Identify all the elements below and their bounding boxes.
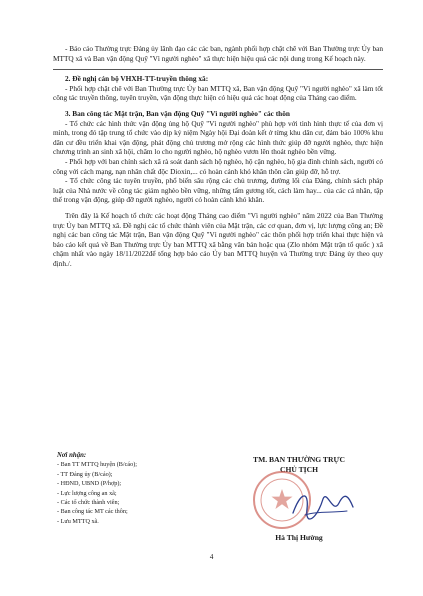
recipients-title: Nơi nhận: [57,452,87,459]
section-divider [53,69,383,70]
paragraph-fund-mobilization: - Tổ chức các hình thức vận động ủng hộ Quỹ "Vì người nghèo" phù hợp với tình hình thực tế của đơn vị mình, trong đó tập trung tổ chức vào dịp kỷ niệm Ngày hội Đại đoàn kết ở từng khu dân cư, đảm bảo 100% khu dân cư đều triển khai vận động, phát động chủ trương mở rộng các hình thức giúp đỡ người nghèo, thực hiện chương trình an sinh xã hội, chăm lo cho người nghèo, hộ nghèo vươn lên thoát nghèo bền vững. [53,118,383,157]
paragraph-review-households: - Phối hợp với ban chính sách xã rà soát danh sách hộ nghèo, hộ cận nghèo, hộ gia đình chính sách, người có công với cách mạng, nạn nhân chất độc Dioxin,... có hoàn cảnh khó khăn thôn cần giúp đỡ, hỗ trợ. [53,156,383,176]
recipient-item: - Lưu MTTQ xã. [57,517,99,525]
page-number: 4 [209,553,214,561]
signature-position: CHỦ TỊCH [279,465,319,474]
paragraph-media-coordination: - Phối hợp chặt chẽ với Ban Thường trực Ủy ban MTTQ xã, Ban vận động Quỹ "Vì người nghèo" xã làm tốt công tác truyền thông, tuyên truyền, vận động thực hiện có hiệu quả các hoạt động của Tháng cao điểm. [53,83,383,103]
stamp-area [211,475,387,533]
recipients-block [57,451,217,526]
paragraph-report-party: - Báo cáo Thường trực Đảng ủy lãnh đạo các các ban, ngành phối hợp chặt chẽ với Ban Thường trực Ủy ban MTTQ xã và Ban vận động Quỹ "Vì người nghèo" xã thực hiện hiệu quả các nội dung trong Kế hoạch này. [53,44,383,63]
heading-section-3: 3. Ban công tác Mặt trận, Ban vận động Quỹ "Vì người nghèo" các thôn [65,108,290,118]
signature-title: TM. BAN THƯỜNG TRỰC [253,455,345,464]
recipient-item: - Các tổ chức thành viên; [57,499,120,507]
paragraph-conclusion: Trên đây là Kế hoạch tổ chức các hoạt động Tháng cao điểm "Vì người nghèo" năm 2022 của Ban Thường trực Ủy ban MTTQ xã. Đề nghị các tổ chức thành viên của Mặt trận, các cơ quan, đơn vị, lực lượng công an; Đề nghị các ban công tác Mặt trận, Ban vận động Quỹ "Vì người nghèo" các thôn phối hợp triển khai thực hiện và báo cáo kết quả về Ban Thường trực Ủy ban MTTQ xã bằng văn bản hoặc qua (Zlo nhóm Mặt trận tổ quốc ) xã chậm nhất vào ngày 18/11/2022để tổng hợp báo cáo Ủy ban MTTQ huyện và Thường trực Đảng ủy theo quy định./. [53,210,383,268]
document-body [53,44,383,268]
recipient-item: - HĐND, UBND (P/hợp); [57,480,122,488]
signer-name: Hà Thị Hường [275,533,323,542]
recipient-item: - Lực lượng công an xã; [57,489,117,497]
heading-section-2: 2. Đề nghị cán bộ VHXH-TT-truyền thông xã: [65,74,209,84]
recipient-item: - TT Đảng ủy (B/cáo); [57,470,113,478]
paragraph-propaganda: - Tổ chức công tác tuyên truyền, phổ biến sâu rộng các chủ trương, đường lối của Đảng, chính sách pháp luật của Nhà nước về công tác giảm nghèo bền vững, những tấm gương tốt, cách làm hay... của các cá nhân, tập thể trong vận động, giúp đỡ người nghèo, người có hoàn cảnh khó khăn. [53,176,383,205]
recipient-item: - Ban TT MTTQ huyện (B/cáo); [57,461,138,469]
signature-block [211,455,387,543]
recipient-item: - Ban công tác MT các thôn; [57,508,128,516]
handwritten-signature-icon [287,485,357,525]
